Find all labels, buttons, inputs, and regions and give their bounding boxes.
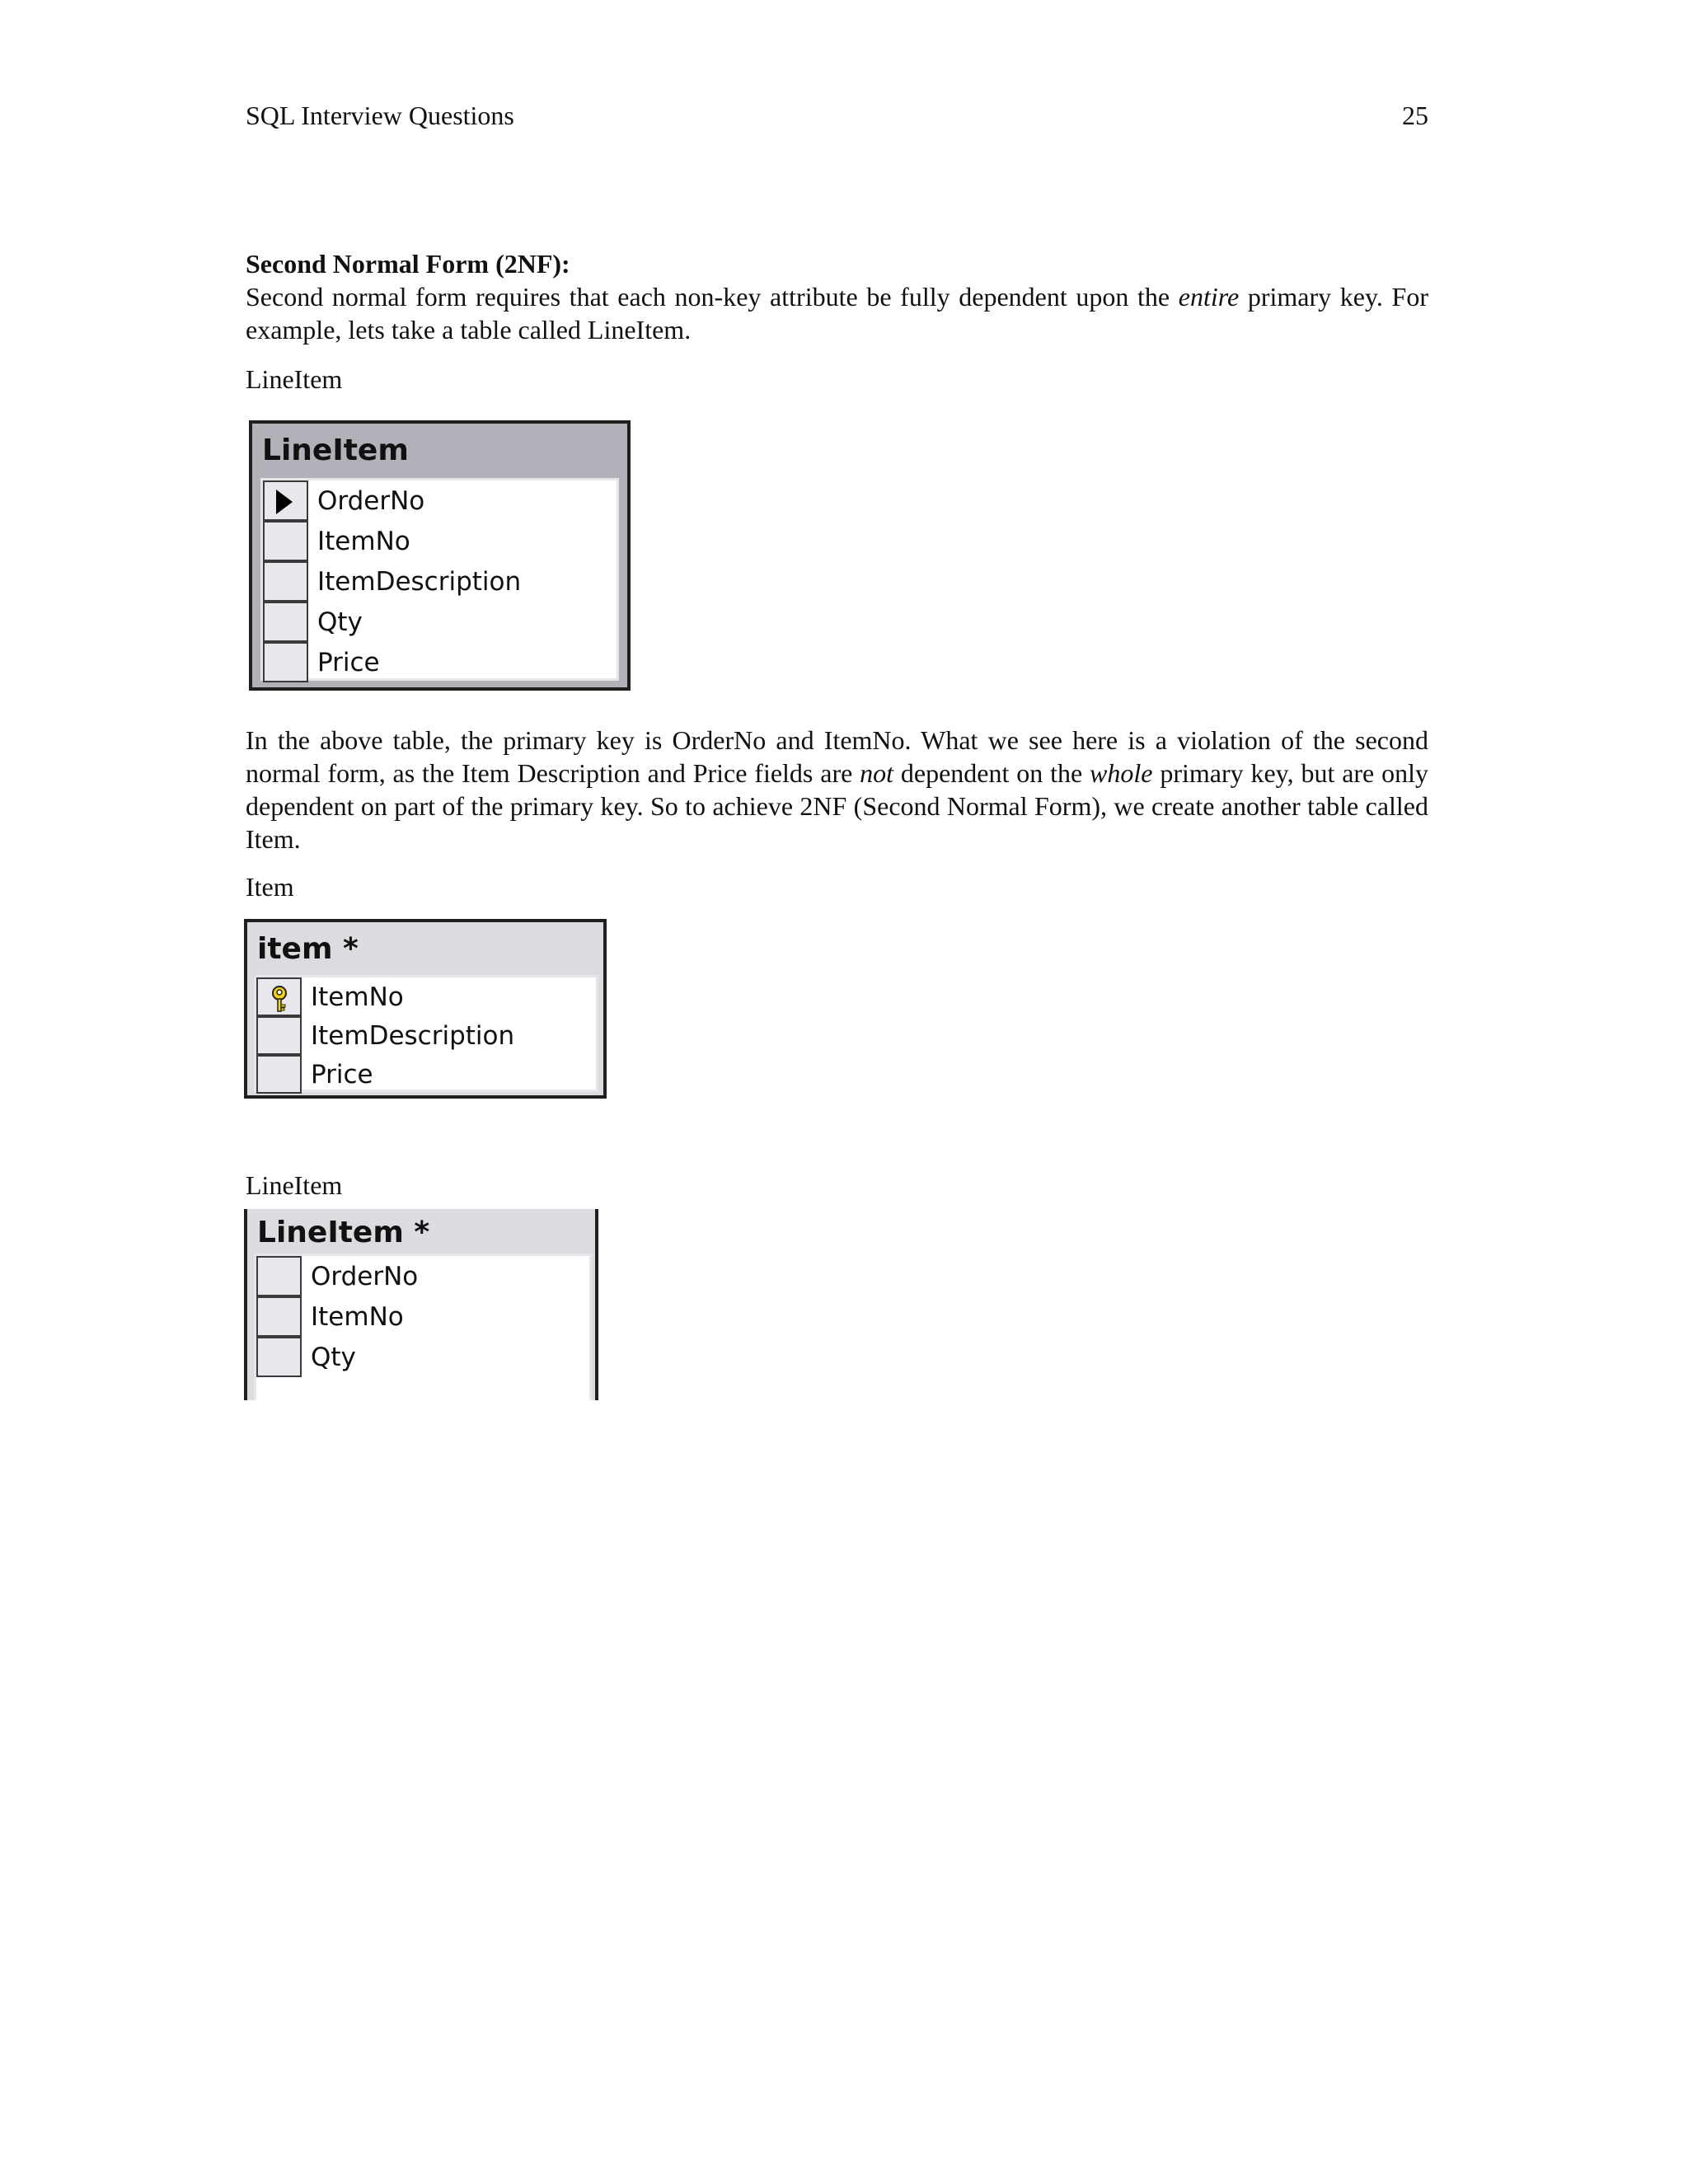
para-text-c: primary key, but are only dependent on part of the primary key. So to achieve 2NF (Second Normal Form), we create another table called Item. <box>246 758 1429 854</box>
row-pointer-arrow-icon <box>276 490 293 514</box>
lineitem-revised-table-diagram <box>244 1209 598 1400</box>
field-row[interactable] <box>256 1256 589 1296</box>
para-emphasis-not: not <box>860 758 894 788</box>
table-caption-item: Item <box>246 872 294 902</box>
intro-paragraph <box>246 280 1428 346</box>
field-name: ItemNo <box>311 1302 404 1332</box>
row-selector[interactable] <box>256 1337 302 1377</box>
row-selector[interactable] <box>256 1055 302 1094</box>
intro-text-a: Second normal form requires that each non-key attribute be fully dependent upon the <box>246 282 1179 312</box>
table-caption-lineitem-revised: LineItem <box>246 1170 343 1200</box>
field-name: ItemNo <box>317 527 410 556</box>
field-name: Price <box>311 1060 373 1090</box>
field-row[interactable] <box>263 521 617 561</box>
row-selector[interactable] <box>263 602 308 642</box>
field-row[interactable] <box>263 561 617 602</box>
field-name: ItemDescription <box>317 567 522 597</box>
table-title: LineItem * <box>257 1216 430 1249</box>
field-name: Price <box>317 648 380 677</box>
row-selector[interactable] <box>263 642 308 682</box>
row-selector[interactable] <box>256 1016 302 1055</box>
field-name: Qty <box>311 1343 356 1372</box>
intro-text-b: primary key. For example, lets take a table called LineItem. <box>246 282 1428 344</box>
field-row[interactable] <box>256 1016 596 1055</box>
field-row[interactable] <box>256 1337 589 1377</box>
para-text-b: dependent on the <box>893 758 1090 788</box>
explanation-paragraph <box>246 724 1428 855</box>
row-selector[interactable] <box>256 1296 302 1337</box>
field-list <box>254 975 598 1092</box>
field-name: ItemDescription <box>311 1021 515 1051</box>
primary-key-icon <box>269 985 290 1013</box>
row-selector[interactable] <box>263 521 308 561</box>
table-caption-lineitem: LineItem <box>246 364 343 394</box>
running-header-title: SQL Interview Questions <box>246 101 514 130</box>
field-row[interactable] <box>263 602 617 642</box>
row-selector[interactable] <box>256 1256 302 1296</box>
table-title: item * <box>257 932 359 966</box>
row-selector[interactable] <box>263 561 308 602</box>
lineitem-table-diagram <box>249 420 631 691</box>
field-row[interactable] <box>263 480 617 521</box>
row-selector[interactable] <box>256 977 302 1016</box>
row-selector[interactable] <box>263 480 308 521</box>
field-list <box>260 478 619 681</box>
section-heading <box>246 247 1428 280</box>
field-name: ItemNo <box>311 982 404 1012</box>
item-table-diagram <box>244 919 607 1099</box>
intro-emphasis: entire <box>1178 282 1240 312</box>
para-emphasis-whole: whole <box>1090 758 1153 788</box>
field-name: Qty <box>317 607 363 637</box>
field-row[interactable] <box>256 1296 589 1337</box>
para-text-a: In the above table, the primary key is OrderNo and ItemNo. What we see here is a violation of the second normal form, as the Item Description and Price fields are <box>246 725 1428 788</box>
table-title: LineItem <box>262 434 409 467</box>
field-row[interactable] <box>256 1055 596 1094</box>
section-title: Second Normal Form (2NF): <box>246 249 570 279</box>
field-row[interactable] <box>256 977 596 1016</box>
field-list <box>254 1254 592 1400</box>
page-number: 25 <box>1402 101 1428 130</box>
field-name: OrderNo <box>311 1262 419 1291</box>
field-name: OrderNo <box>317 486 425 516</box>
field-row[interactable] <box>263 642 617 682</box>
